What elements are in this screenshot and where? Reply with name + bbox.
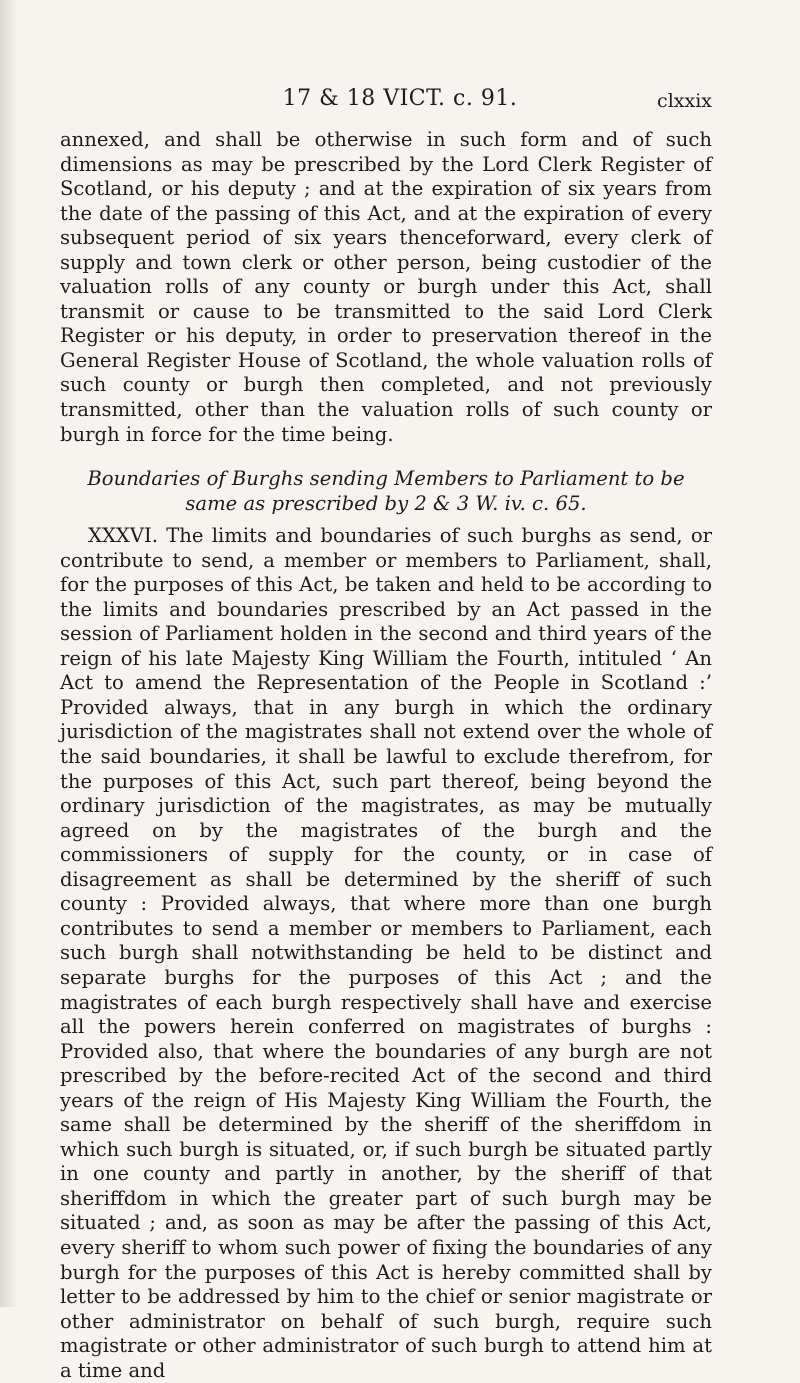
page-number: clxxix — [657, 90, 712, 112]
body-text — [60, 128, 712, 1383]
paragraph-section-xxxvi: XXXVI. The limits and boundaries of such burghs as send, or contribute to send, a member or members to Parliament, shall, for the purposes of this Act, be taken and held to be according to the limits and boundaries prescribed by an Act passed in the session of Parliament holden in the second and third years of the reign of his late Majesty King William the Fourth, intituled ‘ An Act to amend the Representation of the People in Scotland :’ Provided always, that in any burgh in which the ordinary jurisdiction of the magistrates shall not extend over the whole of the said boundaries, it shall be lawful to exclude therefrom, for the purposes of this Act, such part thereof, being beyond the ordinary jurisdiction of the magistrates, as may be mutually agreed on by the magistrates of the burgh and the commissioners of supply for the county, or in case of disagreement as shall be determined by the sheriff of such county : Provided always, that where more than one burgh contributes to send a member or members to Parliament, each such burgh shall notwithstanding be held to be distinct and separate burghs for the purposes of this Act ; and the magistrates of each burgh respectively shall have and exercise all the powers herein conferred on magistrates of burghs : Provided also, that where the boundaries of any burgh are not prescribed by the before-recited Act of the second and third years of the reign of His Majesty King William the Fourth, the same shall be determined by the sheriff of the sheriffdom in which such burgh is situated, or, if such burgh be situated partly in one county and partly in another, by the sheriff of that sheriffdom in which the greater part of such burgh may be situated ; and, as soon as may be after the passing of this Act, every sheriff to whom such power of fixing the boundaries of any burgh for the purposes of this Act is hereby committed shall by letter to be addressed by him to the chief or senior magistrate or other administrator on behalf of such burgh, require such magistrate or other administrator of such burgh to attend him at a time and — [60, 524, 712, 1382]
running-title: 17 & 18 VICT. c. 91. — [282, 86, 518, 111]
paragraph-continuation: annexed, and shall be otherwise in such form and of such dimensions as may be prescribed by the Lord Clerk Register of Scotland, or his deputy ; and at the expiration of six years from the date of the passing of this Act, and at the expiration of every subsequent period of six years thenceforward, every clerk of supply and town clerk or other person, being custodier of the valuation rolls of any county or burgh under this Act, shall transmit or cause to be transmitted to the said Lord Clerk Register or his deputy, in order to preservation thereof in the General Register House of Scotland, the whole valuation rolls of such county or burgh then completed, and not previously transmitted, other than the valuation rolls of such county or burgh in force for the time being. — [60, 128, 712, 446]
page-header — [0, 86, 800, 122]
page-gutter-shadow — [0, 0, 18, 1307]
section-heading: Boundaries of Burghs sending Members to Parliament to be same as prescribed by 2 & 3 W. iv. c. 65. — [87, 467, 685, 515]
